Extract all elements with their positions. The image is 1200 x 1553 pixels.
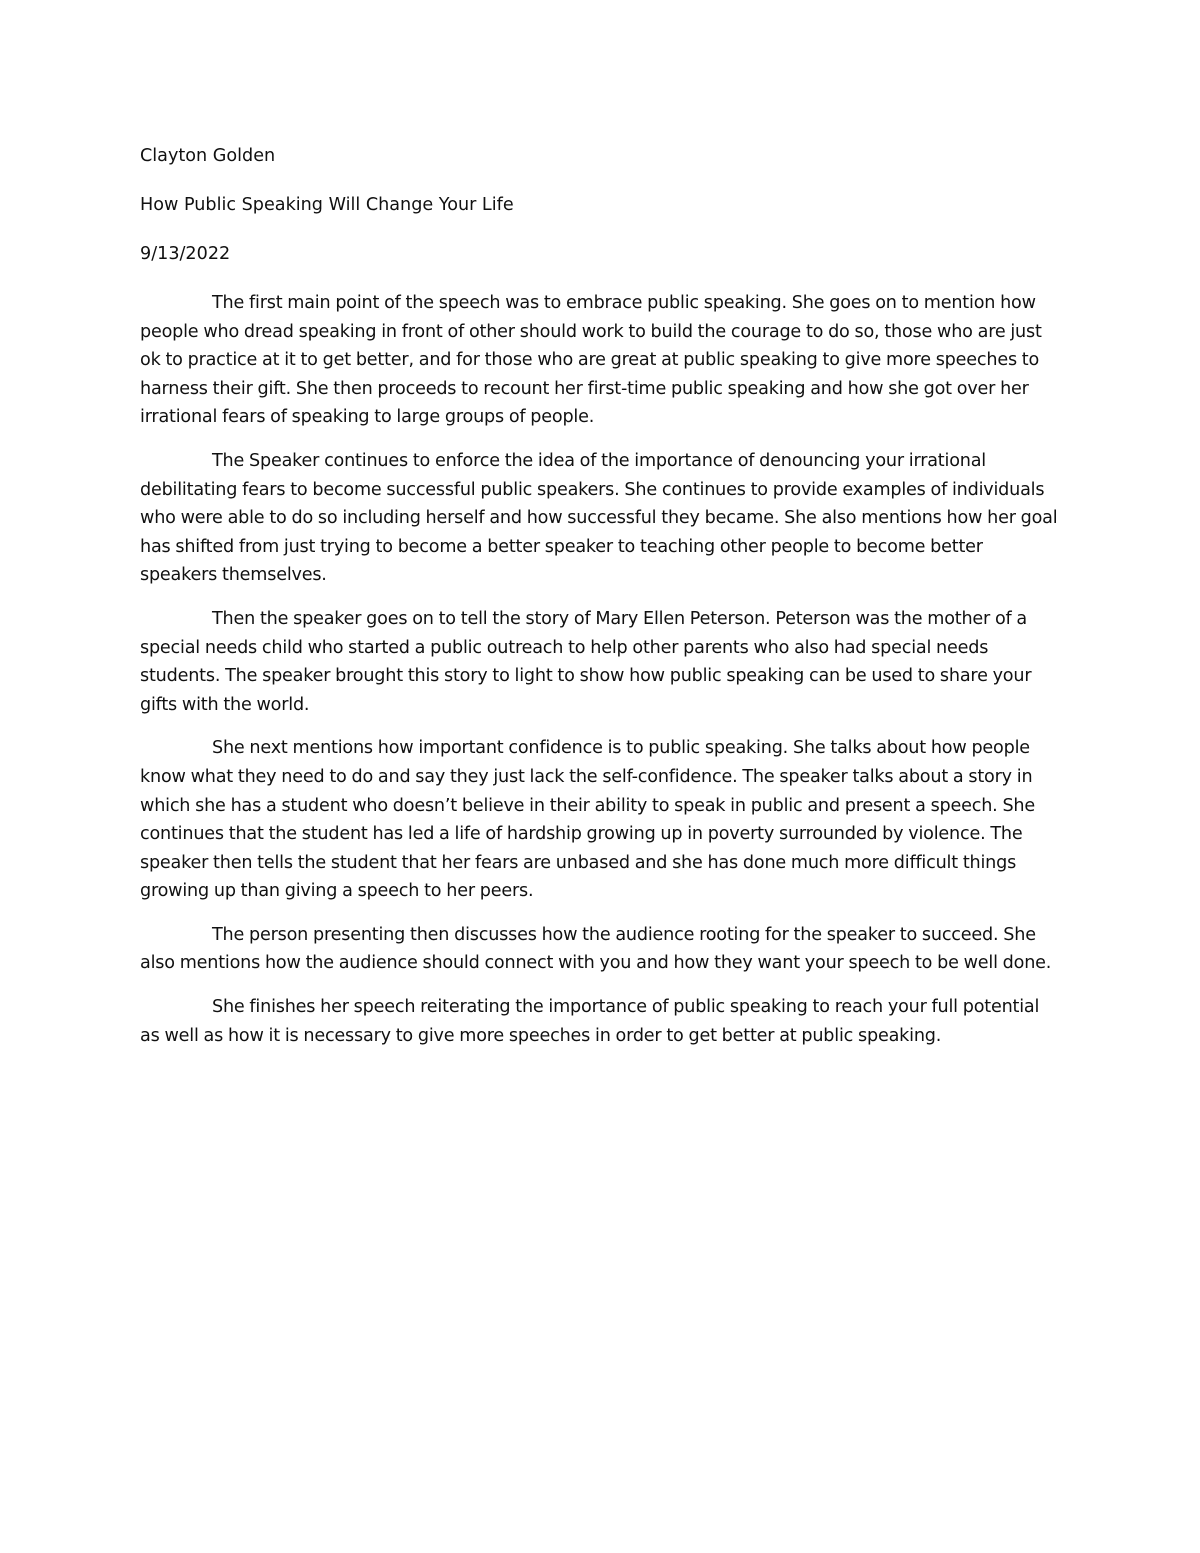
paragraph-1: The first main point of the speech was to embrace public speaking. She goes on to mention how people who dread speaking in front of other should work to build the courage to do so, those who are just ok to practice at it to get better, and for those who are great at public speaking to give more speeches to harness their gift. She then proceeds to recount her first-time public speaking and how she got over her irrational fears of speaking to large groups of people.	[140, 293, 1042, 428]
document-title: How Public Speaking Will Change Your Life	[140, 195, 514, 215]
document-body	[140, 142, 1060, 1065]
paragraph-6: She finishes her speech reiterating the importance of public speaking to reach your full potential as well as how it is necessary to give more speeches in order to get better at public speaking.	[140, 997, 1040, 1046]
author-name: Clayton Golden	[140, 146, 276, 166]
paragraph-3: Then the speaker goes on to tell the story of Mary Ellen Peterson. Peterson was the mother of a special needs child who started a public outreach to help other parents who also had special needs students. The speaker brought this story to light to show how public speaking can be used to share your gifts with the world.	[140, 608, 1032, 715]
document-date: 9/13/2022	[140, 244, 231, 264]
paragraph-5: The person presenting then discusses how the audience rooting for the speaker to succeed. She also mentions how the audience should connect with you and how they want your speech to be well done.	[140, 924, 1052, 974]
paragraph-4: She next mentions how important confidence is to public speaking. She talks about how people know what they need to do and say they just lack the self-confidence. The speaker talks about a story in which she has a student who doesn’t believe in their ability to speak in public and present a speech. She continues that the student has led a life of hardship growing up in poverty surrounded by violence. The speaker then tells the student that her fears are unbased and she has done much more difficult things growing up than giving a speech to her peers.	[140, 738, 1036, 902]
paragraph-2: The Speaker continues to enforce the idea of the importance of denouncing your irrational debilitating fears to become successful public speakers. She continues to provide examples of individuals who were able to do so including herself and how successful they became. She also mentions how her goal has shifted from just trying to become a better speaker to teaching other people to become better speakers themselves.	[140, 450, 1058, 586]
